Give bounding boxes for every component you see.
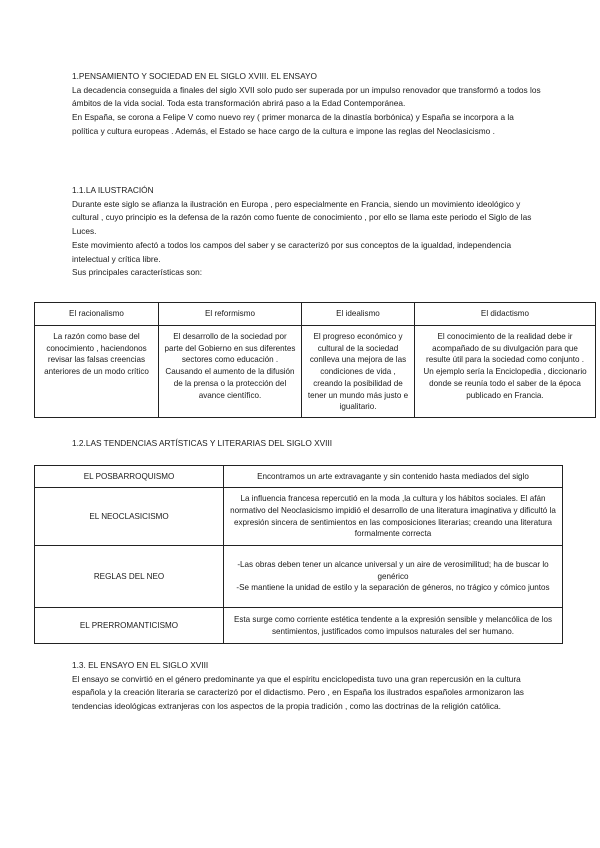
- table-row-text: Esta surge como corriente estética tendente a la expresión sensible y melancólica de los sentimientos, justificados como impulsos naturales del ser humano.: [224, 608, 563, 644]
- table-row: [35, 488, 563, 546]
- table-header-cell: El reformismo: [159, 303, 302, 326]
- section-1-1-paragraph: Sus principales características son:: [72, 267, 203, 278]
- section-1-3-title: 1.3. EL ENSAYO EN EL SIGLO XVIII: [72, 660, 209, 670]
- table-cell: La razón como base del conocimiento , haciendonos revisar las falsas creencias anteriores de un modo crítico: [35, 326, 159, 418]
- table-row-label: EL NEOCLASICISMO: [35, 488, 224, 546]
- table-row-text: -Las obras deben tener un alcance universal y un aire de verosimilitud; ha de buscar lo genérico -Se mantiene la unidad de estilo y la separación de géneros, no trágico y cómico juntos: [224, 546, 563, 608]
- section-1-2: [72, 437, 542, 451]
- section-1-1-paragraph: Durante este siglo se afianza la ilustración en Europa , pero especialmente en Francia, siendo un movimiento ideológico y cultural , cuyo principio es la defensa de la razón como fuente de conocimiento , por ello se llama este periodo el Siglo de las Luces.: [72, 198, 532, 237]
- table-row-label: EL POSBARROQUISMO: [35, 466, 224, 488]
- table-row-label: EL PRERROMANTICISMO: [35, 608, 224, 644]
- section-1-title: 1.PENSAMIENTO Y SOCIEDAD EN EL SIGLO XVIII. EL ENSAYO: [72, 71, 317, 81]
- table-row: [35, 326, 596, 418]
- table-header-cell: El racionalismo: [35, 303, 159, 326]
- table-row-text: La influencia francesa repercutió en la moda ,la cultura y los hábitos sociales. El afán normativo del Neoclasicismo impidió el desarrollo de una literatura imaginativa y dificultó la expresión sincera de sentimientos en las composiciones literarias; creando una literatura formalmente correcta: [224, 488, 563, 546]
- section-1-1-paragraph: Este movimiento afectó a todos los campos del saber y se caracterizó por sus conceptos de la igualdad, independencia intelectual y crítica libre.: [72, 239, 512, 264]
- section-1: [72, 70, 542, 139]
- table-cell: El progreso económico y cultural de la sociedad conlleva una mejora de las condiciones de vida , creando la posibilidad de tener un mundo más justo e igualitario.: [302, 326, 415, 418]
- table-header-row: [35, 303, 596, 326]
- table-row-text: Encontramos un arte extravagante y sin contenido hasta mediados del siglo: [224, 466, 563, 488]
- section-1-3-paragraph: El ensayo se convirtió en el género predominante ya que el espíritu enciclopedista tuvo una gran repercusión en la cultura española y la creación literaria se caracterizó por el didactismo. Pero , en España los ilustrados españoles armonizaron las tendencias ideológicas extranjeras con los aspectos de la propia tradición , como las doctrinas de la religión católica.: [72, 673, 524, 712]
- tendencies-table: [34, 465, 563, 644]
- section-1-paragraph: En España, se corona a Felipe V como nuevo rey ( primer monarca de la dinastía borbónica) y España se incorpora a la política y cultura europeas . Además, el Estado se hace cargo de la cultura e impone las reglas del Neoclasicismo .: [72, 112, 514, 136]
- section-1-1: [72, 184, 542, 280]
- table-row: [35, 546, 563, 608]
- table-cell: El desarrollo de la sociedad por parte del Gobierno en sus diferentes sectores como educación . Causando el aumento de la difusión de la prensa o la protección del avance científico.: [159, 326, 302, 418]
- section-1-2-title: 1.2.LAS TENDENCIAS ARTÍSTICAS Y LITERARIAS DEL SIGLO XVIII: [72, 438, 333, 448]
- section-1-paragraph: La decadencia conseguida a finales del siglo XVII solo pudo ser superada por un impulso renovador que transformó a todos los ámbitos de la vida social. Toda esta transformación abrirá paso a la Edad Contemporánea.: [72, 84, 541, 109]
- table-header-cell: El idealismo: [302, 303, 415, 326]
- section-1-3: [72, 659, 542, 714]
- table-row-label: REGLAS DEL NEO: [35, 546, 224, 608]
- table-row: [35, 466, 563, 488]
- table-row: [35, 608, 563, 644]
- table-header-cell: El didactismo: [415, 303, 596, 326]
- characteristics-table: [34, 302, 596, 418]
- section-1-1-title: 1.1.LA ILUSTRACIÓN: [72, 185, 154, 195]
- table-cell: El conocimiento de la realidad debe ir acompañado de su divulgación para que resulte útil para la sociedad como conjunto . Un ejemplo sería la Enciclopedia , diccionario donde se reunía todo el saber de la época publicado en Francia.: [415, 326, 596, 418]
